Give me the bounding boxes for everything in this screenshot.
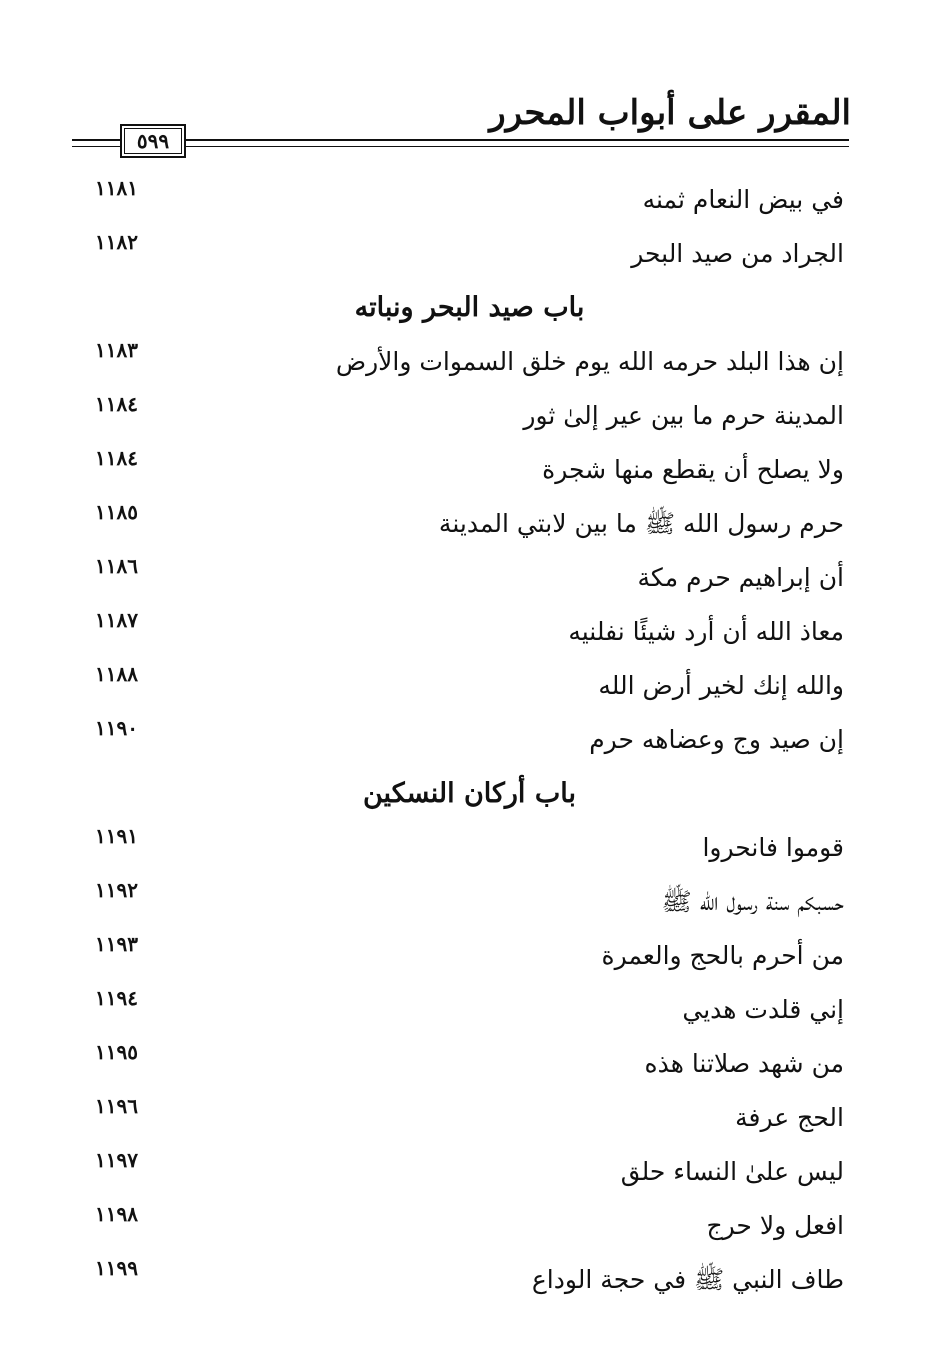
entry-page-number: ١١٨٧ xyxy=(95,608,138,632)
section-title: باب أركان النسكين xyxy=(363,778,576,809)
entry-page-number: ١١٩٠ xyxy=(95,716,138,740)
entry-text: إني قلدت هديي xyxy=(682,995,844,1024)
entry-page-number: ١١٨٤ xyxy=(95,392,138,416)
entry-text: ليس علىٰ النساء حلق xyxy=(620,1157,844,1186)
entry-page-number: ١١٨٨ xyxy=(95,662,138,686)
entry-page-number: ١١٩٥ xyxy=(95,1040,138,1064)
entry-text: في بيض النعام ثمنه xyxy=(642,185,844,214)
entry-text: قوموا فانحروا xyxy=(702,833,844,862)
entry-text: إن صيد وج وعضاهه حرم xyxy=(589,725,844,754)
section-heading xyxy=(0,288,939,328)
index-entry xyxy=(0,824,939,868)
entry-page-number: ١١٩٩ xyxy=(95,1256,138,1280)
entry-text: إن هذا البلد حرمه الله يوم خلق السموات والأرض xyxy=(335,347,844,376)
header-rule xyxy=(72,139,849,141)
entry-page-number: ١١٩٣ xyxy=(95,932,138,956)
entry-text: افعل ولا حرج xyxy=(706,1211,844,1240)
page-number-frame xyxy=(120,124,186,158)
book-title: المقرر على أبواب المحرر xyxy=(489,93,851,133)
entry-page-number: ١١٨٣ xyxy=(95,338,138,362)
entry-text: طاف النبي ﷺ في حجة الوداع xyxy=(531,1265,844,1294)
header-rule-thin xyxy=(72,146,849,147)
index-entry xyxy=(0,230,939,274)
index-entry xyxy=(0,500,939,544)
entry-page-number: ١١٩٢ xyxy=(95,878,138,902)
index-entry xyxy=(0,608,939,652)
entry-page-number: ١١٩٨ xyxy=(95,1202,138,1226)
entry-text: المدينة حرم ما بين عير إلىٰ ثور xyxy=(523,401,844,430)
index-entry xyxy=(0,662,939,706)
index-entry xyxy=(0,1148,939,1192)
index-entry xyxy=(0,392,939,436)
entry-text: من أحرم بالحج والعمرة xyxy=(601,941,844,970)
entry-page-number: ١١٨١ xyxy=(95,176,138,200)
index-entry xyxy=(0,446,939,490)
index-entry xyxy=(0,338,939,382)
entry-text: حسبكم سنة رسول الله ﷺ xyxy=(661,887,844,916)
entry-page-number: ١١٨٤ xyxy=(95,446,138,470)
entry-page-number: ١١٩٤ xyxy=(95,986,138,1010)
index-entry xyxy=(0,1040,939,1084)
entry-text: معاذ الله أن أرد شيئًا نفلنيه xyxy=(568,617,844,646)
index-entry xyxy=(0,1256,939,1300)
entry-text: والله إنك لخير أرض الله xyxy=(598,671,844,700)
index-entry xyxy=(0,986,939,1030)
entry-page-number: ١١٨٢ xyxy=(95,230,138,254)
entry-text: أن إبراهيم حرم مكة xyxy=(637,563,844,592)
entry-page-number: ١١٩٧ xyxy=(95,1148,138,1172)
entry-page-number: ١١٨٥ xyxy=(95,500,138,524)
entry-page-number: ١١٩٦ xyxy=(95,1094,138,1118)
index-entry xyxy=(0,176,939,220)
index-entry xyxy=(0,932,939,976)
entry-text: من شهد صلاتنا هذه xyxy=(644,1049,844,1078)
entry-text: حرم رسول الله ﷺ ما بين لابتي المدينة xyxy=(438,509,844,538)
index-entry xyxy=(0,716,939,760)
entry-text: الجراد من صيد البحر xyxy=(631,239,844,268)
index-entry xyxy=(0,1094,939,1138)
entry-text: الحج عرفة xyxy=(735,1103,844,1132)
index-entry xyxy=(0,554,939,598)
page-number: ٥٩٩ xyxy=(124,128,182,154)
index-entry xyxy=(0,878,939,922)
entry-text: ولا يصلح أن يقطع منها شجرة xyxy=(542,455,844,484)
section-heading xyxy=(0,774,939,814)
index-entry xyxy=(0,1202,939,1246)
entry-page-number: ١١٩١ xyxy=(95,824,138,848)
section-title: باب صيد البحر ونباته xyxy=(354,292,585,323)
entry-page-number: ١١٨٦ xyxy=(95,554,138,578)
